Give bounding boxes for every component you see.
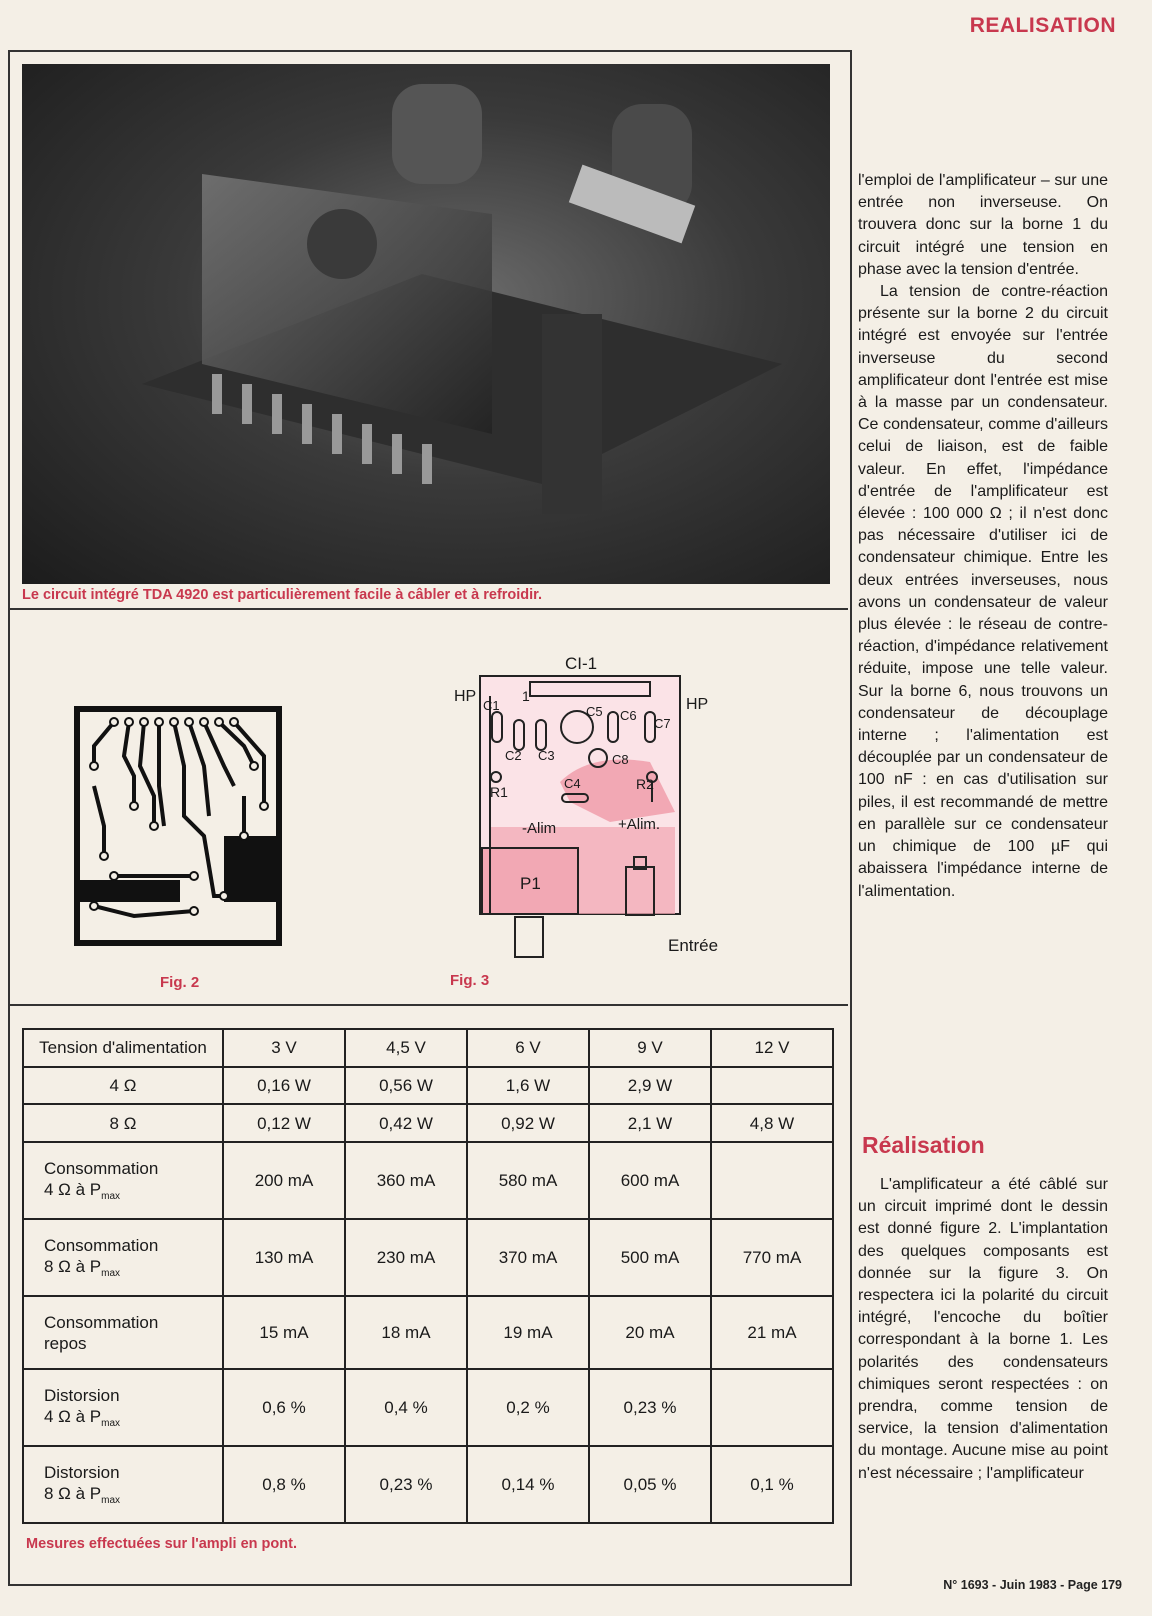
fig3-ci-label: CI-1	[565, 654, 598, 673]
table-cell: 1,6 W	[467, 1067, 589, 1105]
row-label: Consommation 4 Ω à $P_{max}$	[23, 1142, 223, 1219]
table-row	[23, 1369, 833, 1446]
table-cell: 0,12 W	[223, 1104, 345, 1142]
table-row	[23, 1067, 833, 1105]
circuit-photo	[22, 64, 830, 584]
paragraph: l'emploi de l'amplificateur – sur une entrée non inverseuse. On trouvera donc sur la borne 1 du circuit intégré une tension en phase avec la tension d'entrée.	[858, 172, 1108, 278]
table-note: Mesures effectuées sur l'ampli en pont.	[26, 1536, 297, 1552]
right-column-text-bottom	[858, 1174, 1108, 1485]
right-column-text-top	[858, 170, 1108, 903]
table-cell: 2,1 W	[589, 1104, 711, 1142]
table-header-cell: 12 V	[711, 1029, 833, 1067]
table-cell	[711, 1067, 833, 1105]
table-cell: 770 mA	[711, 1219, 833, 1296]
paragraph: L'amplificateur a été câblé sur un circuit imprimé dont le dessin est donné figure 2. L'implantation des quelques composants est donnée sur la figure 3. On respectera ici la polarité du circuit intégré, l'encoche du boîtier correspondant à la borne 1. Les polarités des condensateurs chimiques seront respectées : on prendra, comme tension de service, la tension d'alimentation du montage. Aucune mise au point n'est nécessaire ; l'amplificateur	[858, 1176, 1108, 1482]
table-cell: 0,1 %	[711, 1446, 833, 1523]
table-cell: 360 mA	[345, 1142, 467, 1219]
fig3-c1: C1	[483, 698, 500, 713]
measurements-table	[22, 1028, 834, 1524]
table-cell: 0,6 %	[223, 1369, 345, 1446]
table-cell: 19 mA	[467, 1296, 589, 1368]
table-header-cell: 6 V	[467, 1029, 589, 1067]
table-cell: 0,4 %	[345, 1369, 467, 1446]
table-cell	[711, 1142, 833, 1219]
table-cell: 0,92 W	[467, 1104, 589, 1142]
table-cell: 580 mA	[467, 1142, 589, 1219]
divider	[10, 1004, 848, 1006]
row-label: Distorsion 4 Ω à $P_{max}$	[23, 1369, 223, 1446]
fig3-c6: C6	[620, 708, 637, 723]
table-cell: 0,05 %	[589, 1446, 711, 1523]
row-label: Distorsion 8 Ω à $P_{max}$	[23, 1446, 223, 1523]
table-header-cell: Tension d'alimentation	[23, 1029, 223, 1067]
table-cell: 200 mA	[223, 1142, 345, 1219]
fig3-alim-minus: -Alim	[522, 820, 557, 837]
table-cell: 21 mA	[711, 1296, 833, 1368]
table-row	[23, 1446, 833, 1523]
table-cell: 18 mA	[345, 1296, 467, 1368]
table-cell: 0,23 %	[345, 1446, 467, 1523]
table-cell: 0,42 W	[345, 1104, 467, 1142]
section-heading: Réalisation	[862, 1132, 985, 1158]
row-label: 4 Ω	[23, 1067, 223, 1105]
table-cell: 230 mA	[345, 1219, 467, 1296]
fig3-c2: C2	[505, 748, 522, 763]
table-cell: 0,2 %	[467, 1369, 589, 1446]
table-cell: 600 mA	[589, 1142, 711, 1219]
table-cell	[711, 1369, 833, 1446]
fig2-label: Fig. 2	[160, 974, 200, 991]
row-label: Consommation 8 Ω à $P_{max}$	[23, 1219, 223, 1296]
fig3-alim-plus: +Alim.	[618, 816, 661, 833]
fig3-r1: R1	[490, 784, 508, 800]
fig3-label: Fig. 3	[450, 972, 490, 989]
table-header-cell: 9 V	[589, 1029, 711, 1067]
table-header-row	[23, 1029, 833, 1067]
fig3-c5: C5	[586, 704, 603, 719]
fig3-entree: Entrée	[668, 936, 719, 955]
paragraph: La tension de contre-réaction présente sur la borne 2 du circuit intégré est envoyée sur l'entrée inverseuse du second amplificateur dont l'entrée est mise à la masse par un condensateur. Ce condensateur, comme d'ailleurs celui de liaison, est de faible valeur. En effet, l'impédance d'entrée de l'amplificateur est élevée : 100 000 Ω ; il n'est donc pas nécessaire d'utiliser ici de condensateur chimique. Entre les deux entrées inverseuses, nous avons un condensateur de valeur plus élevée : le réseau de contre-réaction, d'impédance relativement réduite, impose une telle valeur. Sur la borne 6, nous trouvons un condensateur de découplage interne ; l'alimentation est découplée par un condensateur de 100 nF : en cas d'utilisation sur piles, il est recommandé de mettre en parallèle sur ce condensateur un chimique de 100 µF qui abaissera l'impédance interne de l'alimentation.	[858, 283, 1108, 900]
table-cell: 4,8 W	[711, 1104, 833, 1142]
fig3-hp-right: HP	[686, 696, 709, 713]
fig3-c3: C3	[538, 748, 555, 763]
table-cell: 15 mA	[223, 1296, 345, 1368]
table-cell: 0,14 %	[467, 1446, 589, 1523]
table-cell: 0,8 %	[223, 1446, 345, 1523]
table-cell: 0,56 W	[345, 1067, 467, 1105]
fig3-c7: C7	[654, 716, 671, 731]
table-row	[23, 1219, 833, 1296]
fig3-pin1: 1	[522, 688, 530, 704]
table-header-cell: 4,5 V	[345, 1029, 467, 1067]
row-label: 8 Ω	[23, 1104, 223, 1142]
photo-caption: Le circuit intégré TDA 4920 est particulièrement facile à câbler et à refroidir.	[22, 587, 543, 603]
page-footer: N° 1693 - Juin 1983 - Page 179	[943, 1578, 1122, 1592]
fig3-p1: P1	[520, 874, 541, 893]
table-cell: 500 mA	[589, 1219, 711, 1296]
table-cell: 2,9 W	[589, 1067, 711, 1105]
row-label: Consommation repos	[23, 1296, 223, 1368]
table-row	[23, 1142, 833, 1219]
table-cell: 0,16 W	[223, 1067, 345, 1105]
table-cell: 20 mA	[589, 1296, 711, 1368]
fig2-pcb-layout	[74, 706, 282, 946]
fig3-hp-left: HP	[454, 688, 477, 705]
fig3-component-layout	[450, 652, 720, 960]
fig3-r2: R2	[636, 776, 654, 792]
table-header-cell: 3 V	[223, 1029, 345, 1067]
table-cell: 0,23 %	[589, 1369, 711, 1446]
table-row	[23, 1104, 833, 1142]
table-cell: 130 mA	[223, 1219, 345, 1296]
table-row	[23, 1296, 833, 1368]
table-cell: 370 mA	[467, 1219, 589, 1296]
fig3-c4: C4	[564, 776, 581, 791]
section-header: REALISATION	[969, 14, 1116, 37]
fig3-c8: C8	[612, 752, 629, 767]
divider	[10, 608, 848, 610]
